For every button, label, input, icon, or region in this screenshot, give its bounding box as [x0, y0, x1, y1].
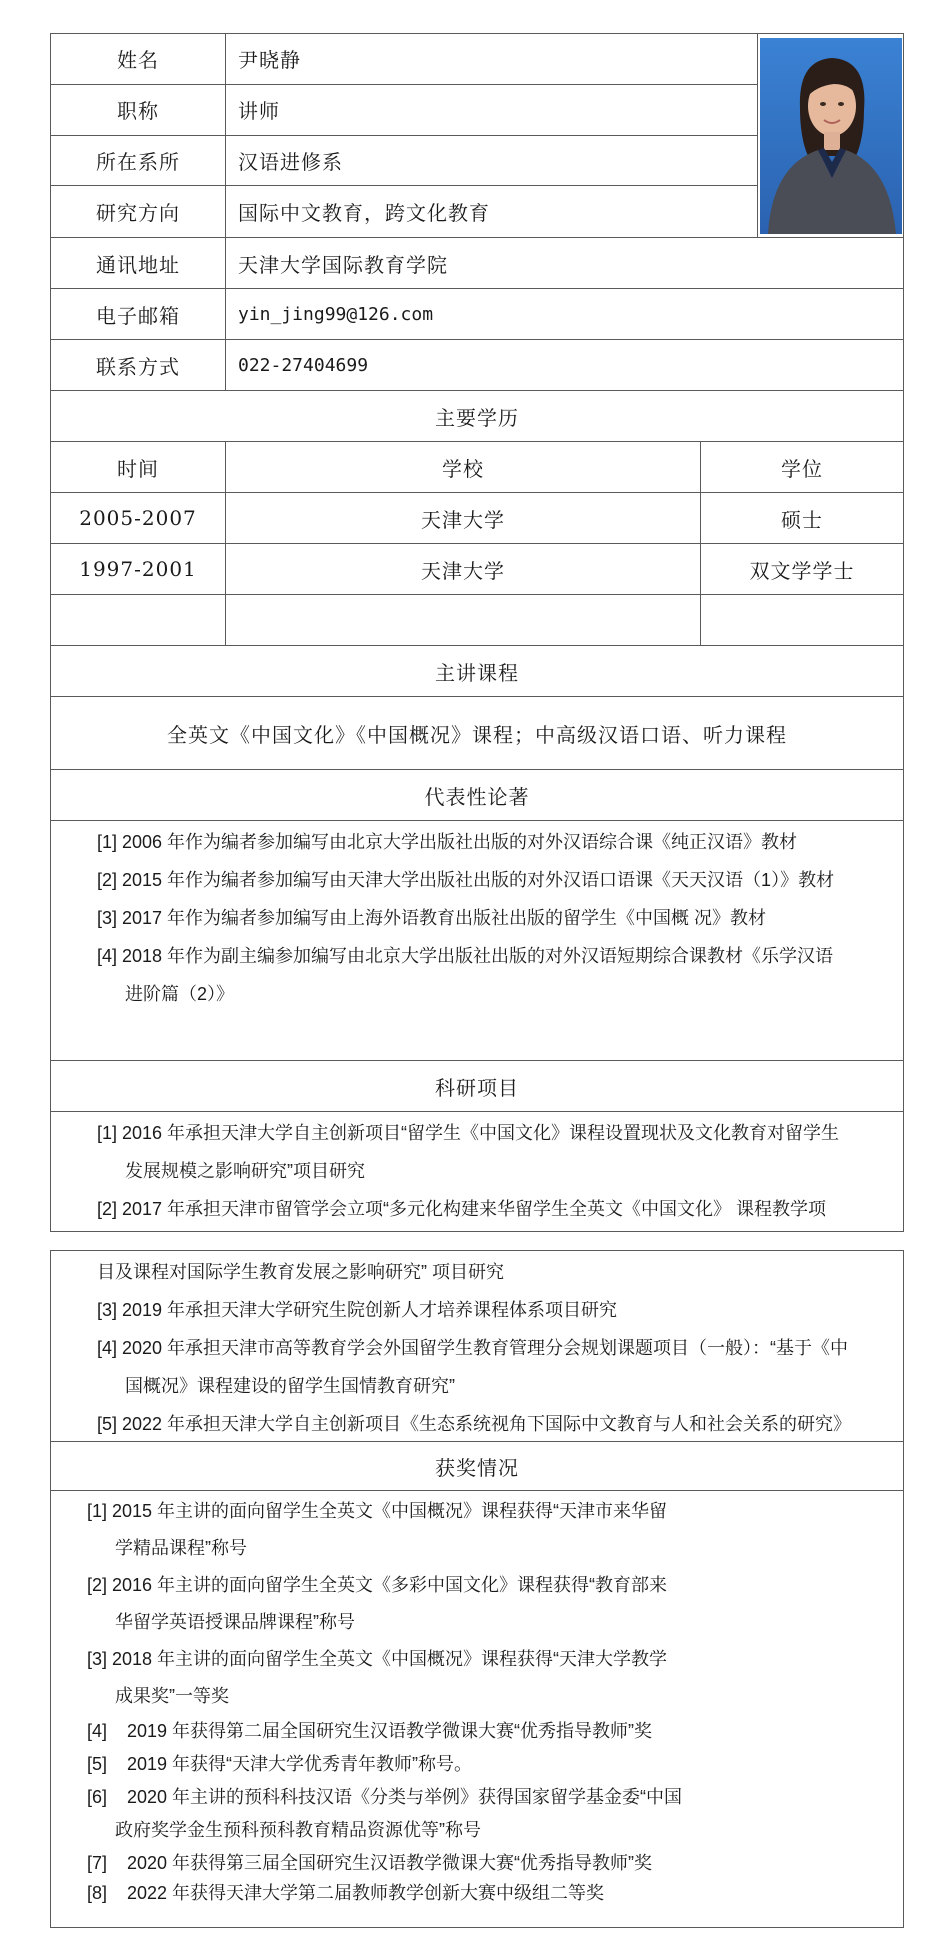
email-row — [51, 289, 903, 340]
projects-heading: 科研项目 — [435, 1075, 519, 1100]
awards-heading-row — [51, 1442, 903, 1491]
list-item-continuation: 进阶篇（2）》 — [125, 984, 235, 1004]
name-label: 姓名 — [51, 34, 226, 84]
list-item: [3] 2017 年作为编者参加编写由上海外语教育出版社出版的留学生《中国概 况》教材 — [97, 908, 767, 928]
research-label: 研究方向 — [51, 186, 226, 237]
edu-degree: 硕士 — [781, 507, 823, 532]
courses-text: 全英文《中国文化》《中国概况》课程；中高级汉语口语、听力课程 — [167, 722, 787, 747]
phone-value: 022-27404699 — [238, 354, 369, 376]
dept-row — [51, 136, 757, 187]
list-item-text: [6] 2020 年主讲的预科科技汉语《分类与举例》获得国家留学基金委“中国 — [87, 1787, 683, 1807]
education-header-row — [51, 442, 903, 493]
publications-heading-row — [51, 770, 903, 821]
list-item-continuation: 成果奖”一等奖 — [115, 1686, 229, 1706]
dept-label: 所在系所 — [51, 136, 226, 186]
list-item — [87, 1781, 903, 1847]
dept-value: 汉语进修系 — [238, 149, 343, 174]
list-item: [3] 2019 年承担天津大学研究生院创新人才培养课程体系项目研究 — [97, 1300, 618, 1320]
address-label: 通讯地址 — [51, 238, 226, 288]
list-item: [4] 2019 年获得第二届全国研究生汉语教学微课大赛“优秀指导教师”奖 — [87, 1721, 653, 1741]
edu-time: 2005-2007 — [51, 493, 226, 543]
list-item: [1] 2006 年作为编者参加编写由北京大学出版社出版的对外汉语综合课《纯正汉语》教材 — [97, 832, 798, 852]
col-time-header: 时间 — [51, 442, 226, 492]
edu-degree-empty — [701, 595, 903, 645]
list-item-continuation: 华留学英语授课品牌课程”称号 — [115, 1612, 355, 1632]
list-item: [5] 2019 年获得“天津大学优秀青年教师”称号。 — [87, 1754, 473, 1774]
list-item-continuation: 发展规模之影响研究”项目研究 — [125, 1161, 365, 1181]
edu-school: 天津大学 — [226, 544, 701, 594]
research-value: 国际中文教育，跨文化教育 — [238, 201, 490, 226]
list-item — [87, 1493, 903, 1567]
portrait-photo-icon — [760, 38, 902, 234]
list-item-text: [1] 2016 年承担天津大学自主创新项目“留学生《中国文化》课程设置现状及文化教育对留学生 — [97, 1123, 840, 1143]
profile-photo — [757, 34, 903, 237]
list-item — [97, 1114, 903, 1190]
col-school-header: 学校 — [226, 442, 701, 492]
name-value: 尹晓静 — [238, 48, 301, 73]
courses-heading-row — [51, 646, 903, 697]
list-item-text: [2] 2016 年主讲的面向留学生全英文《多彩中国文化》课程获得“教育部来 — [87, 1575, 668, 1595]
title-value: 讲师 — [238, 99, 280, 124]
list-item — [97, 937, 903, 1013]
table-row-empty — [51, 595, 903, 646]
list-item: [2] 2017 年承担天津市留管学会立项“多元化构建来华留学生全英文《中国文化》 课程教学项 — [97, 1199, 827, 1219]
projects-list — [51, 1112, 903, 1225]
table-row — [51, 493, 903, 544]
list-item-text: [1] 2015 年主讲的面向留学生全英文《中国概况》课程获得“天津市来华留 — [87, 1501, 668, 1521]
email-label: 电子邮箱 — [51, 289, 226, 339]
research-row — [51, 186, 757, 237]
list-item-continuation: 政府奖学金生预科预科教育精品资源优等”称号 — [115, 1820, 481, 1840]
list-item-continuation: 学精品课程”称号 — [115, 1538, 247, 1558]
col-degree-header: 学位 — [781, 456, 823, 481]
title-row — [51, 85, 757, 136]
list-item: [5] 2022 年承担天津大学自主创新项目《生态系统视角下国际中文教育与人和社会关系的研究》 — [97, 1414, 852, 1434]
publications-heading: 代表性论著 — [424, 784, 530, 809]
phone-label: 联系方式 — [51, 340, 226, 390]
list-item — [87, 1567, 903, 1641]
list-item-continuation: 国概况》课程建设的留学生国情教育研究” — [125, 1376, 455, 1396]
edu-degree: 双文学学士 — [749, 558, 855, 583]
edu-time-empty — [51, 595, 226, 645]
projects-list-continued — [51, 1251, 903, 1442]
list-item-text: [4] 2020 年承担天津市高等教育学会外国留学生教育管理分会规划课题项目（一般）：“基于《中 — [97, 1338, 849, 1358]
list-item-text: [3] 2018 年主讲的面向留学生全英文《中国概况》课程获得“天津大学教学 — [87, 1649, 668, 1669]
address-row — [51, 238, 903, 289]
courses-heading: 主讲课程 — [435, 660, 519, 685]
edu-school: 天津大学 — [226, 493, 701, 543]
list-item — [87, 1641, 903, 1715]
list-item-text: [4] 2018 年作为副主编参加编写由北京大学出版社出版的对外汉语短期综合课教材《乐学汉语 — [97, 946, 834, 966]
list-item-continuation: 目及课程对国际学生教育发展之影响研究” 项目研究 — [97, 1262, 504, 1282]
email-value[interactable]: yin_jing99@126.com — [238, 303, 434, 325]
list-item: [8] 2022 年获得天津大学第二届教师教学创新大赛中级组二等奖 — [87, 1883, 605, 1903]
publications-list — [51, 821, 903, 1061]
education-heading: 主要学历 — [435, 405, 519, 430]
title-label: 职称 — [51, 85, 226, 135]
info-block — [51, 34, 903, 238]
edu-school-empty — [226, 595, 701, 645]
list-item — [97, 1329, 903, 1405]
profile-table-page-1 — [50, 33, 904, 1232]
name-row — [51, 34, 757, 85]
awards-heading: 获奖情况 — [435, 1455, 519, 1480]
courses-row — [51, 697, 903, 770]
list-item: [2] 2015 年作为编者参加编写由天津大学出版社出版的对外汉语口语课《天天汉语（1）》教材 — [97, 870, 835, 890]
address-value: 天津大学国际教育学院 — [238, 252, 448, 277]
projects-heading-row — [51, 1061, 903, 1112]
education-heading-row — [51, 391, 903, 442]
edu-time: 1997-2001 — [51, 544, 226, 594]
awards-list — [51, 1491, 903, 1927]
phone-row — [51, 340, 903, 391]
profile-table-page-2 — [50, 1250, 904, 1928]
list-item: [7] 2020 年获得第三届全国研究生汉语教学微课大赛“优秀指导教师”奖 — [87, 1853, 653, 1873]
table-row — [51, 544, 903, 595]
